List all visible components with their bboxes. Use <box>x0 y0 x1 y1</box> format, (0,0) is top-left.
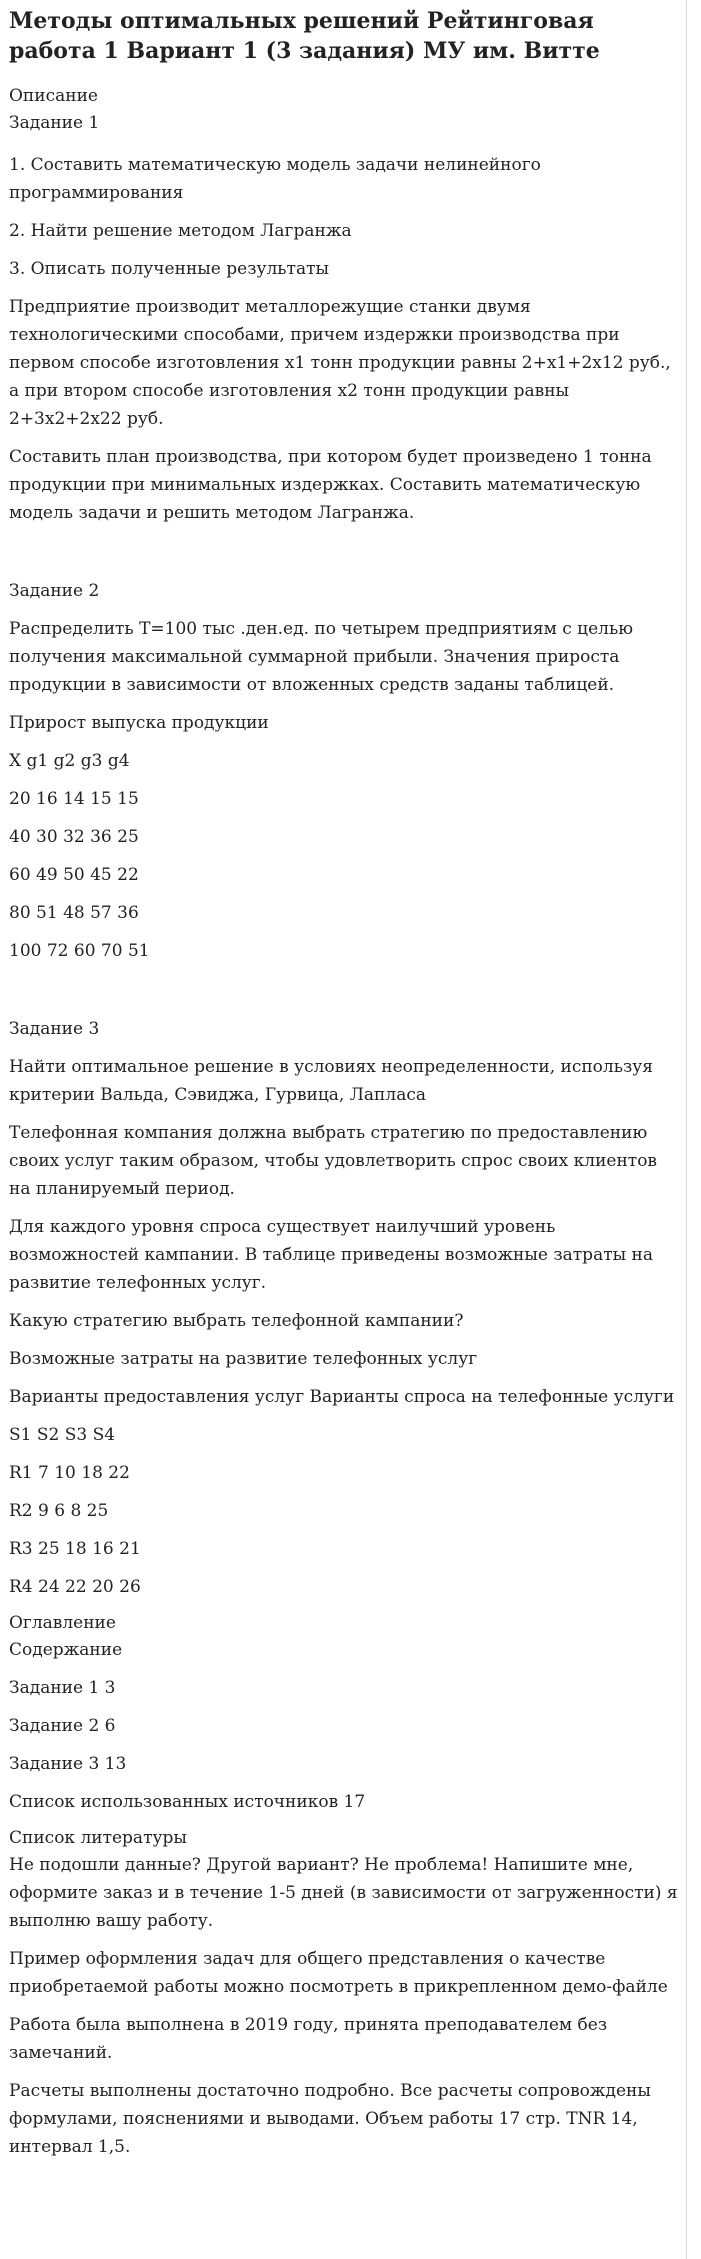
task3-heading: Задание 3 <box>9 1019 100 1039</box>
task3-table-caption: Возможные затраты на развитие телефонных услуг <box>9 1349 478 1369</box>
contents-item: Задание 2 6 <box>9 1716 116 1736</box>
contents-item: Список использованных источников 17 <box>9 1792 366 1812</box>
task2-table-row: 100 72 60 70 51 <box>9 941 150 961</box>
task3-table-row: R3 25 18 16 21 <box>9 1539 141 1559</box>
page-title: Методы оптимальных решений Рейтинговая работа 1 Вариант 1 (3 задания) МУ им. Витте <box>9 8 600 64</box>
task3-table-header-text: Варианты предоставления услуг Варианты спроса на телефонные услуги <box>9 1387 675 1407</box>
task3-context-text: Телефонная компания должна выбрать стратегию по предоставлению своих услуг таким образом, чтобы удовлетворить спрос своих клиентов на планируемый период. <box>9 1123 658 1199</box>
section-gap <box>9 537 678 577</box>
literature-heading: Список литературы <box>9 1828 187 1848</box>
task2-problem-text: Распределить T=100 тыс .ден.ед. по четырем предприятиям с целью получения максимальной суммарной прибыли. Значения прироста продукции в зависимости от вложенных средств заданы таблицей. <box>9 619 634 695</box>
task3-problem-text: Найти оптимальное решение в условиях неопределенности, используя критерии Вальда, Сэвиджа, Гурвица, Лапласа <box>9 1057 653 1105</box>
contents-item: Задание 1 3 <box>9 1678 116 1698</box>
task1-goal-text: Составить план производства, при котором будет произведено 1 тонна продукции при минимальных издержках. Составить математическую модель задачи и решить методом Лагранжа. <box>9 447 652 523</box>
task3-table-row: R2 9 6 8 25 <box>9 1501 109 1521</box>
task1-item-2: 2. Найти решение методом Лагранжа <box>9 221 352 241</box>
task3-table-header: S1 S2 S3 S4 <box>9 1425 116 1445</box>
closing-status-text: Работа была выполнена в 2019 году, принята преподавателем без замечаний. <box>9 2015 608 2063</box>
contents-heading: Содержание <box>9 1640 123 1660</box>
closing-volume-text: Расчеты выполнены достаточно подробно. Все расчеты сопровождены формулами, пояснениями и выводами. Объем работы 17 стр. TNR 14, интервал 1,5. <box>9 2081 651 2157</box>
task3-question-text: Какую стратегию выбрать телефонной кампании? <box>9 1311 464 1331</box>
toc-heading: Оглавление <box>9 1613 116 1633</box>
task2-table-row: 60 49 50 45 22 <box>9 865 139 885</box>
task2-table-header: X g1 g2 g3 g4 <box>9 751 130 771</box>
closing-demo-text: Пример оформления задач для общего представления о качестве приобретаемой работы можно посмотреть в прикрепленном демо-файле <box>9 1949 668 1997</box>
task2-table-row: 20 16 14 15 15 <box>9 789 139 809</box>
task3-context-text: Для каждого уровня спроса существует наилучший уровень возможностей кампании. В таблице приведены возможные затраты на развитие телефонных услуг. <box>9 1217 654 1293</box>
task1-heading: Задание 1 <box>9 113 100 133</box>
task1-problem-text: Предприятие производит металлорежущие станки двумя технологическими способами, причем издержки производства при первом способе изготовления x1 тонн продукции равны 2+x1+2x12 руб., а при втором способе изготовления x2 тонн продукции равны 2+3x2+2x22 руб. <box>9 297 671 429</box>
section-gap <box>9 975 678 1015</box>
task2-table-row: 40 30 32 36 25 <box>9 827 139 847</box>
task2-table-caption: Прирост выпуска продукции <box>9 713 269 733</box>
contents-item: Задание 3 13 <box>9 1754 127 1774</box>
closing-offer-text: Не подошли данные? Другой вариант? Не проблема! Напишите мне, оформите заказ и в течение 1-5 дней (в зависимости от загруженности) я выполню вашу работу. <box>9 1855 678 1931</box>
task1-item-3: 3. Описать полученные результаты <box>9 259 330 279</box>
task2-heading: Задание 2 <box>9 581 100 601</box>
task1-item-1: 1. Составить математическую модель задачи нелинейного программирования <box>9 155 541 203</box>
task3-table-row: R4 24 22 20 26 <box>9 1577 141 1597</box>
task3-table-row: R1 7 10 18 22 <box>9 1463 130 1483</box>
description-heading: Описание <box>9 86 98 106</box>
task2-table-row: 80 51 48 57 36 <box>9 903 139 923</box>
